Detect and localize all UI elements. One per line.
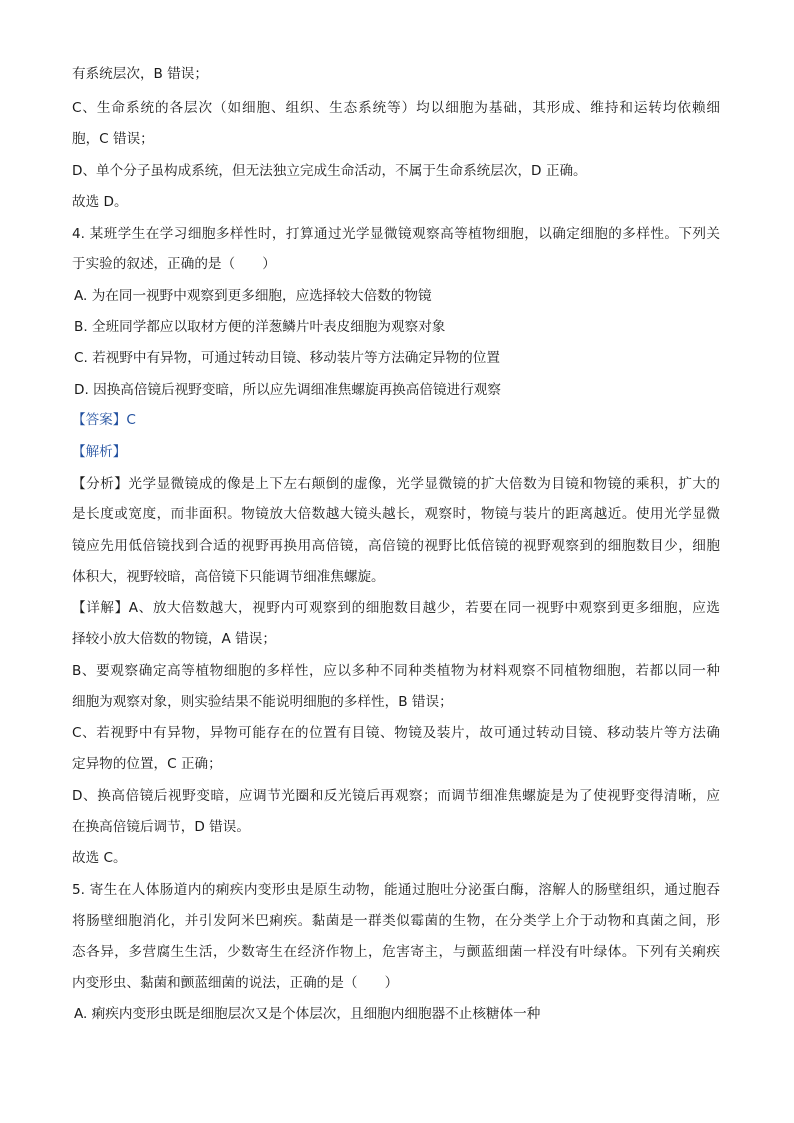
question-5-option-a: A. 痢疾内变形虫既是细胞层次又是个体层次，且细胞内细胞器不止核糖体一种 <box>74 1006 541 1022</box>
text-line-2: C、生命系统的各层次（如细胞、组织、生态系统等）均以细胞为基础，其形成、维持和运转均依赖细 <box>72 100 720 116</box>
analysis-line-3: 镜应先用低倍镜找到合适的视野再换用高倍镜，高倍镜的视野比低倍镜的视野观察到的细胞数目少，细胞 <box>72 538 720 554</box>
question-4-option-b: B. 全班同学都应以取材方便的洋葱鳞片叶表皮细胞为观察对象 <box>74 319 446 335</box>
answer-label: 【答案】C <box>72 412 136 428</box>
analysis-line-4: 体积大，视野较暗，高倍镜下只能调节细准焦螺旋。 <box>72 569 385 585</box>
detail-line-7: D、换高倍镜后视野变暗，应调节光圈和反光镜后再观察；而调节细准焦螺旋是为了使视野变得清晰，应 <box>72 788 720 804</box>
detail-line-4: 细胞为观察对象，则实验结果不能说明细胞的多样性，B 错误； <box>72 694 453 710</box>
detail-line-9: 故选 C。 <box>72 850 127 866</box>
question-5-stem-line-2: 将肠壁细胞消化，并引发阿米巴痢疾。黏菌是一群类似霉菌的生物，在分类学上介于动物和真菌之间，形 <box>72 913 720 929</box>
text-line-5: 故选 D。 <box>72 194 128 210</box>
analysis-label: 【解析】 <box>72 444 127 460</box>
text-line-4: D、单个分子虽构成系统，但无法独立完成生命活动，不属于生命系统层次，D 正确。 <box>72 163 587 179</box>
text-line-1: 有系统层次，B 错误； <box>72 66 208 82</box>
detail-line-1: 【详解】A、放大倍数越大，视野内可观察到的细胞数目越少，若要在同一视野中观察到更多细胞，应选 <box>72 600 720 616</box>
question-5-stem-line-4: 内变形虫、黏菌和颤蓝细菌的说法，正确的是（ ） <box>72 975 399 991</box>
question-4-stem-line-1: 4. 某班学生在学习细胞多样性时，打算通过光学显微镜观察高等植物细胞，以确定细胞的多样性。下列关 <box>72 226 720 242</box>
analysis-line-2: 是长度或宽度，而非面积。物镜放大倍数越大镜头越长，观察时，物镜与装片的距离越近。使用光学显微 <box>72 506 720 522</box>
question-4-option-a: A. 为在同一视野中观察到更多细胞，应选择较大倍数的物镜 <box>74 288 432 304</box>
text-line-3: 胞，C 错误； <box>72 131 154 147</box>
question-4-option-c: C. 若视野中有异物，可通过转动目镜、移动装片等方法确定异物的位置 <box>74 350 500 366</box>
analysis-line-1: 【分析】光学显微镜成的像是上下左右颠倒的虚像，光学显微镜的扩大倍数为目镜和物镜的乘积，扩大的 <box>72 476 720 492</box>
detail-line-3: B、要观察确定高等植物细胞的多样性，应以多种不同种类植物为材料观察不同植物细胞，若都以同一种 <box>72 663 720 679</box>
question-4-stem-line-2: 于实验的叙述，正确的是（ ） <box>72 256 276 272</box>
detail-line-2: 择较小放大倍数的物镜，A 错误； <box>72 631 276 647</box>
question-5-stem-line-1: 5. 寄生在人体肠道内的痢疾内变形虫是原生动物，能通过胞吐分泌蛋白酶，溶解人的肠壁组织，通过胞吞 <box>72 882 720 898</box>
question-4-option-d: D. 因换高倍镜后视野变暗，所以应先调细准焦螺旋再换高倍镜进行观察 <box>74 382 501 398</box>
detail-line-6: 定异物的位置，C 正确； <box>72 756 222 772</box>
detail-line-8: 在换高倍镜后调节，D 错误。 <box>72 819 250 835</box>
question-5-stem-line-3: 态各异，多营腐生生活，少数寄生在经济作物上，危害寄主，与颤蓝细菌一样没有叶绿体。下列有关痢疾 <box>72 944 720 960</box>
detail-line-5: C、若视野中有异物，异物可能存在的位置有目镜、物镜及装片，故可通过转动目镜、移动装片等方法确 <box>72 725 720 741</box>
